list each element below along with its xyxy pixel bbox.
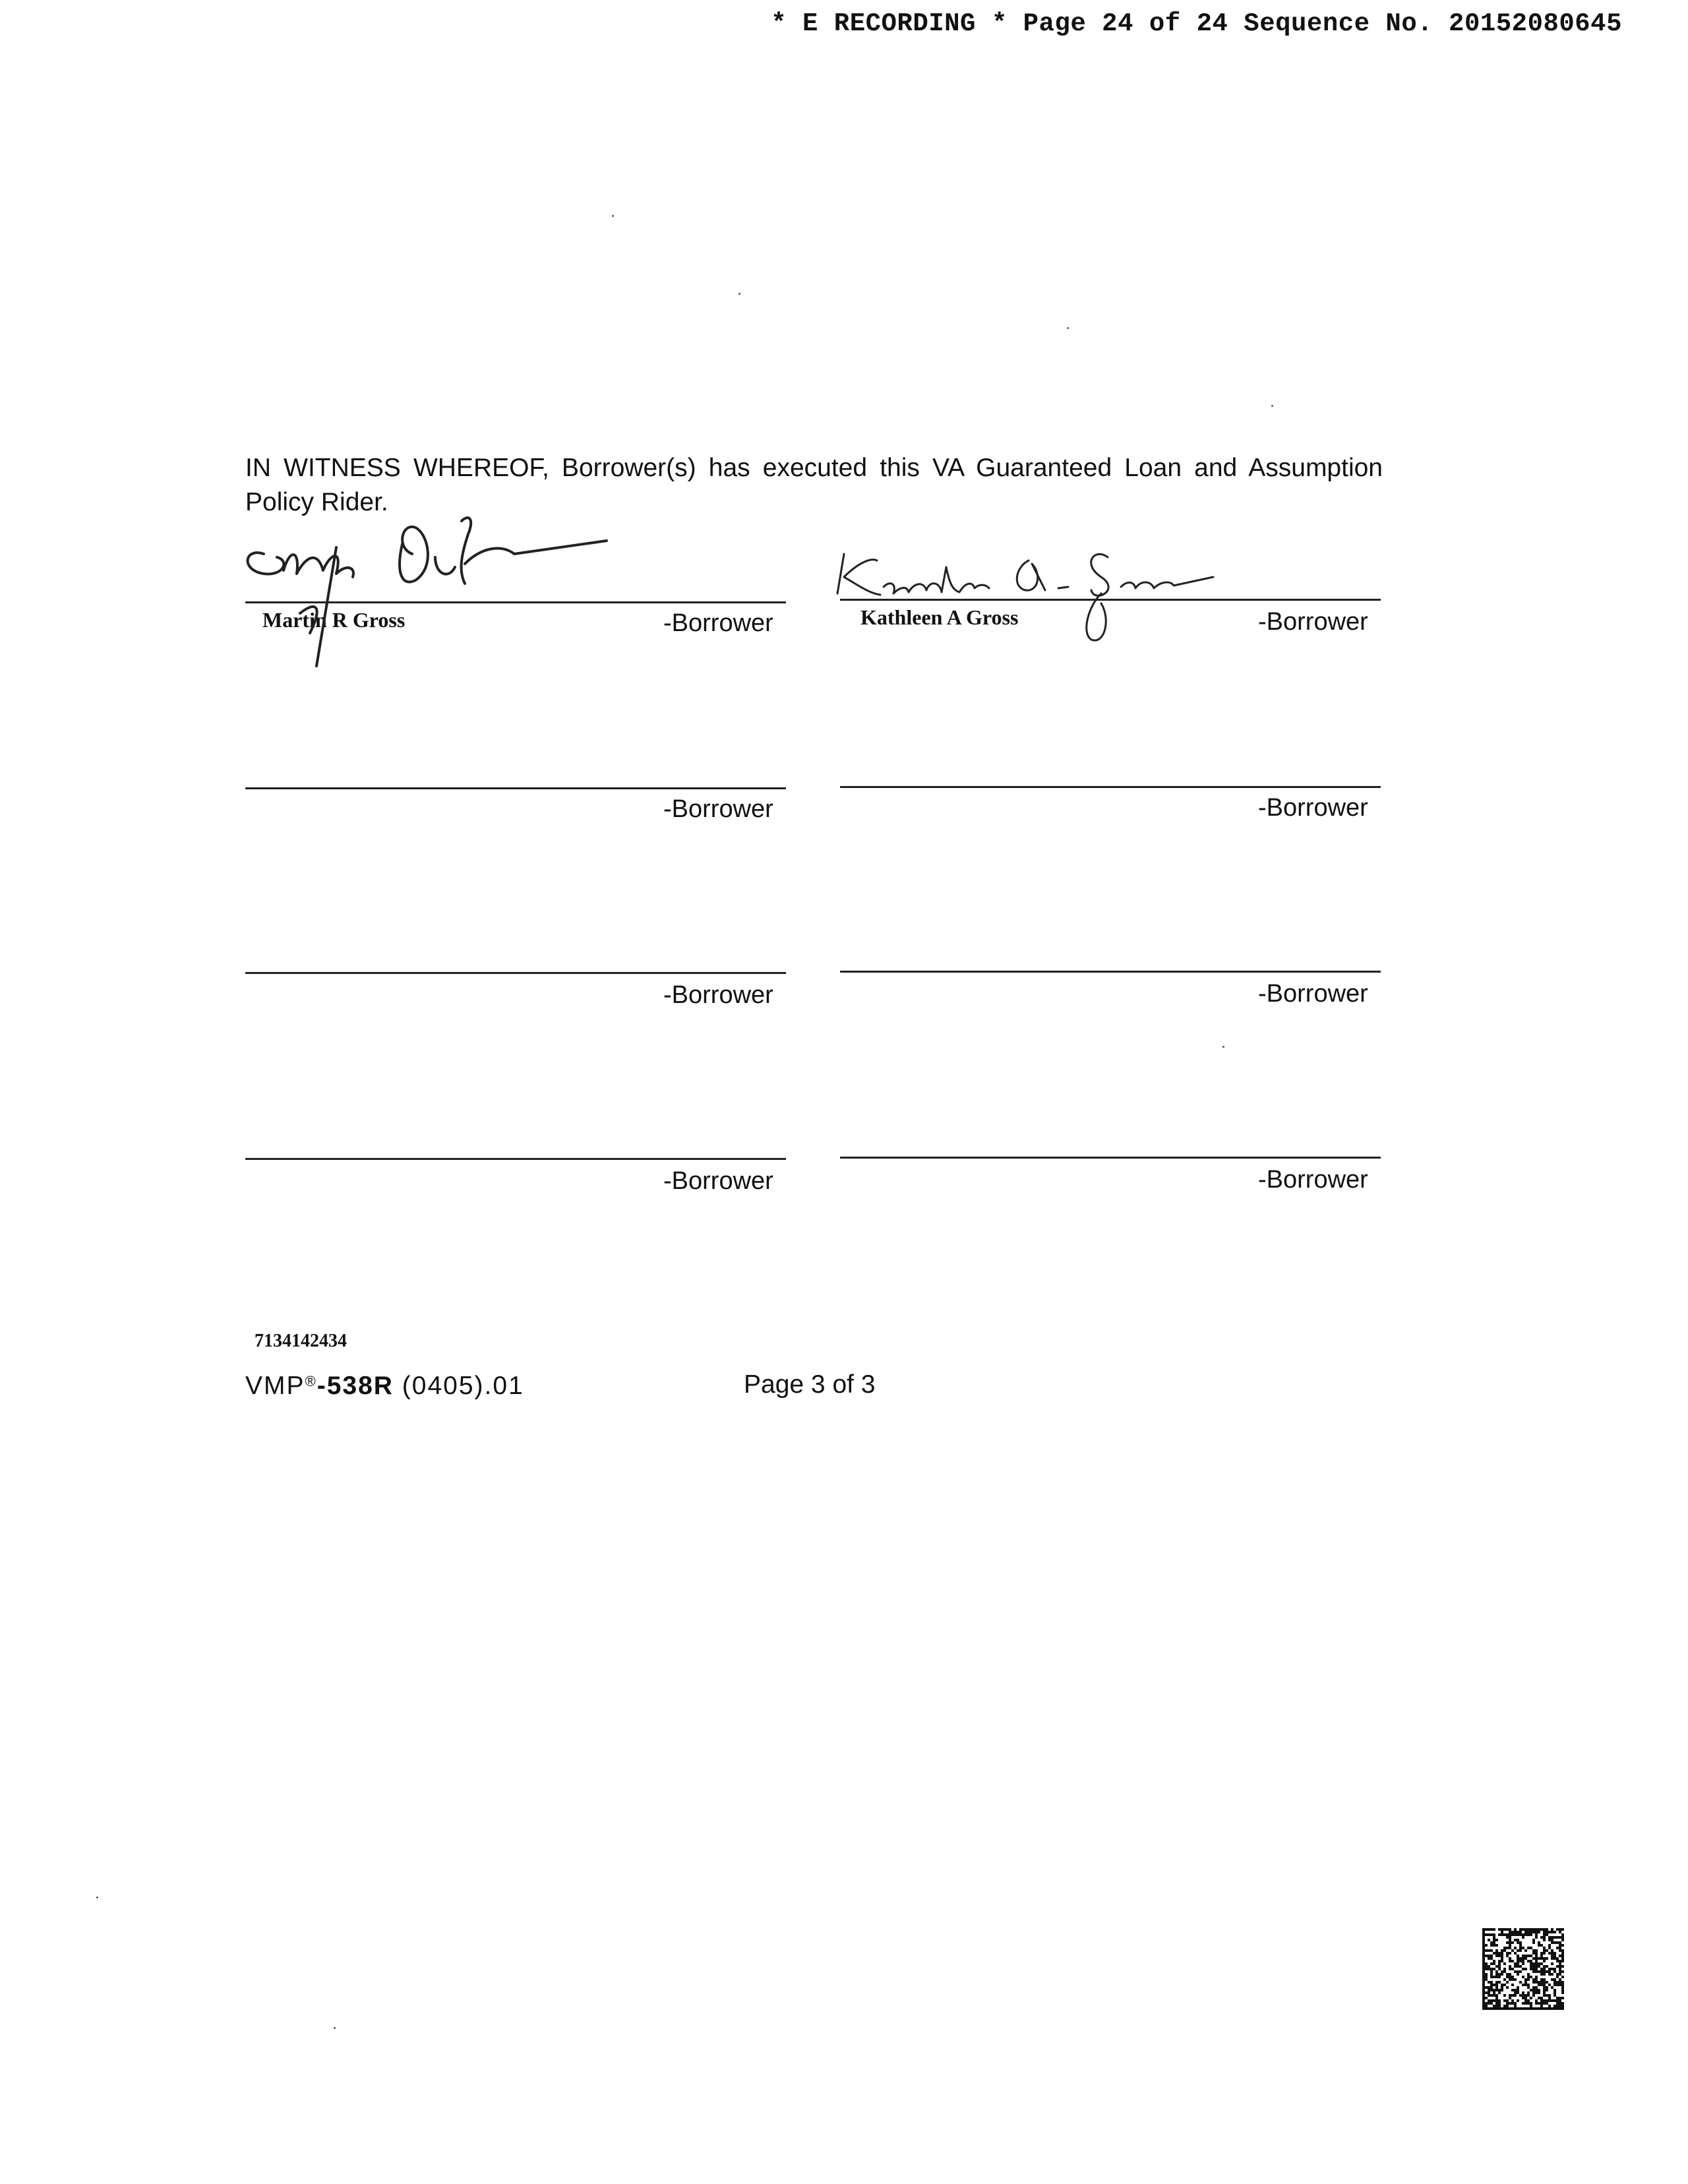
- signature-line-5: [245, 972, 786, 974]
- form-code: [245, 1372, 524, 1401]
- page-indicator: Page 3 of 3: [744, 1370, 876, 1399]
- form-version: (0405).01: [393, 1372, 524, 1400]
- signature-line-3: [245, 787, 786, 789]
- borrower-role-2: -Borrower: [1258, 608, 1368, 636]
- scan-speck: [738, 293, 740, 295]
- scan-speck: [1271, 405, 1273, 407]
- signature-line-7: [245, 1158, 786, 1160]
- scan-speck: [334, 2027, 336, 2029]
- scan-speck: [1222, 1046, 1224, 1048]
- borrower-role-5: -Borrower: [663, 981, 773, 1009]
- signer-name-1: Martin R Gross: [262, 608, 406, 632]
- handwritten-signature-1: [237, 508, 620, 706]
- loan-number: 7134142434: [255, 1331, 347, 1351]
- signer-name-2: Kathleen A Gross: [860, 605, 1019, 629]
- scan-speck: [1067, 327, 1069, 329]
- registered-mark: ®: [305, 1373, 317, 1389]
- borrower-role-4: -Borrower: [1258, 794, 1368, 822]
- borrower-role-7: -Borrower: [663, 1167, 773, 1195]
- form-number: -538R: [316, 1372, 394, 1400]
- signature-line-6: [840, 971, 1381, 973]
- scan-speck: [612, 215, 614, 217]
- signature-line-8: [840, 1157, 1381, 1159]
- barcode-icon: [1482, 1928, 1564, 2010]
- scan-speck: [96, 1896, 98, 1898]
- form-prefix: VMP: [245, 1372, 305, 1400]
- recording-banner: * E RECORDING * Page 24 of 24 Sequence No. 20152080645: [771, 9, 1622, 38]
- signature-line-4: [840, 786, 1381, 788]
- witness-statement: IN WITNESS WHEREOF, Borrower(s) has executed this VA Guaranteed Loan and Assumption Policy Rider.: [245, 454, 1383, 516]
- borrower-role-1: -Borrower: [663, 609, 773, 637]
- handwritten-signature-2: [831, 541, 1226, 646]
- borrower-role-6: -Borrower: [1258, 980, 1368, 1008]
- borrower-role-3: -Borrower: [663, 795, 773, 823]
- borrower-role-8: -Borrower: [1258, 1166, 1368, 1194]
